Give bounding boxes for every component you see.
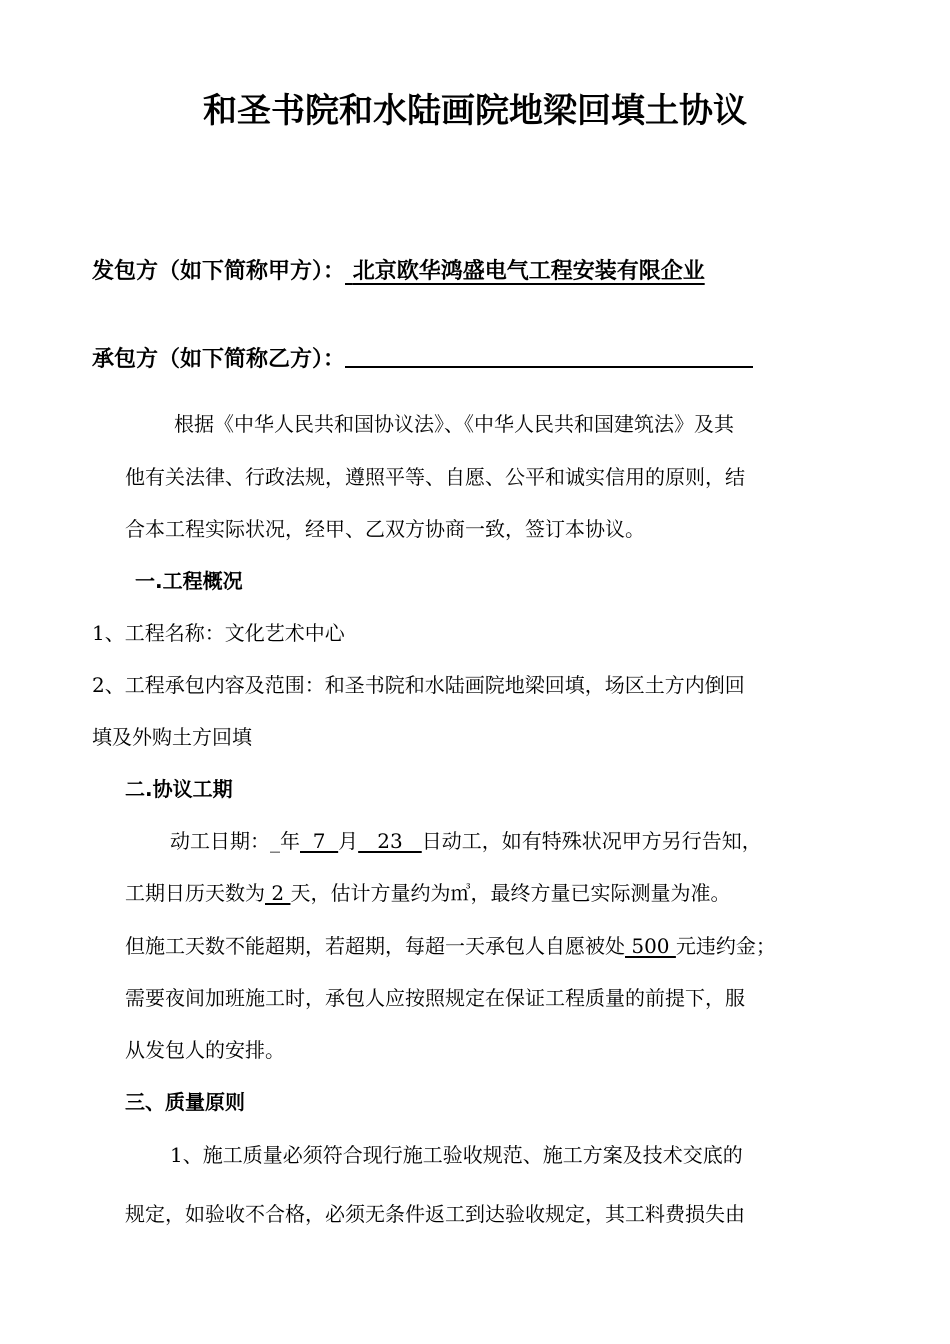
project-scope-item-line-2: 填及外购土方回填 bbox=[92, 725, 252, 749]
party-b-blank bbox=[345, 340, 753, 368]
preamble-line-1: 根据《中华人民共和国协议法》、《中华人民共和国建筑法》及其 bbox=[174, 412, 734, 436]
start-day: 23 bbox=[358, 829, 422, 853]
overtime-line-2: 从发包人的安排。 bbox=[125, 1038, 285, 1062]
party-b-line bbox=[92, 340, 753, 376]
quality-line-2: 规定，如验收不合格，必须无条件返工到达验收规定，其工料费损失由 bbox=[125, 1202, 745, 1226]
start-date-line: 动工日期：_年 7 月 23 日动工，如有特殊状况甲方另行告知， bbox=[170, 829, 762, 853]
party-a-line bbox=[92, 256, 705, 288]
start-month: 7 bbox=[300, 829, 339, 853]
penalty-line: 但施工天数不能超期，若超期，每超一天承包人自愿被处 500 元违约金； bbox=[125, 934, 776, 958]
preamble-line-3: 合本工程实际状况，经甲、乙双方协商一致，签订本协议。 bbox=[125, 517, 645, 541]
quality-line-1: 1、施工质量必须符合现行施工验收规范、施工方案及技术交底的 bbox=[170, 1143, 743, 1167]
document-title: 和圣书院和水陆画院地梁回填土协议 bbox=[203, 91, 747, 131]
project-scope-item-line-1: 2、工程承包内容及范围：和圣书院和水陆画院地梁回填，场区土方内倒回 bbox=[92, 673, 745, 697]
section-2-heading: 二.协议工期 bbox=[125, 777, 233, 801]
section-1-heading: 一.工程概况 bbox=[135, 569, 243, 593]
section-3-heading: 三、质量原则 bbox=[125, 1090, 245, 1114]
party-a-name: 北京欧华鸿盛电气工程安装有限企业 bbox=[352, 259, 705, 284]
duration-days: 2 bbox=[265, 881, 291, 905]
party-a-label: 发包方（如下简称甲方）： bbox=[92, 259, 346, 284]
project-name-item: 1、工程名称：文化艺术中心 bbox=[92, 621, 345, 645]
year-blank: _ bbox=[270, 829, 280, 853]
penalty-amount: 500 bbox=[625, 934, 676, 958]
overtime-line-1: 需要夜间加班施工时，承包人应按照规定在保证工程质量的前提下，服 bbox=[125, 986, 745, 1010]
party-b-label: 承包方（如下简称乙方）： bbox=[92, 347, 346, 372]
preamble-line-2: 他有关法律、行政法规，遵照平等、自愿、公平和诚实信用的原则，结 bbox=[125, 465, 745, 489]
duration-line: 工期日历天数为 2 天，估计方量约为㎥，最终方量已实际测量为准。 bbox=[125, 881, 731, 905]
